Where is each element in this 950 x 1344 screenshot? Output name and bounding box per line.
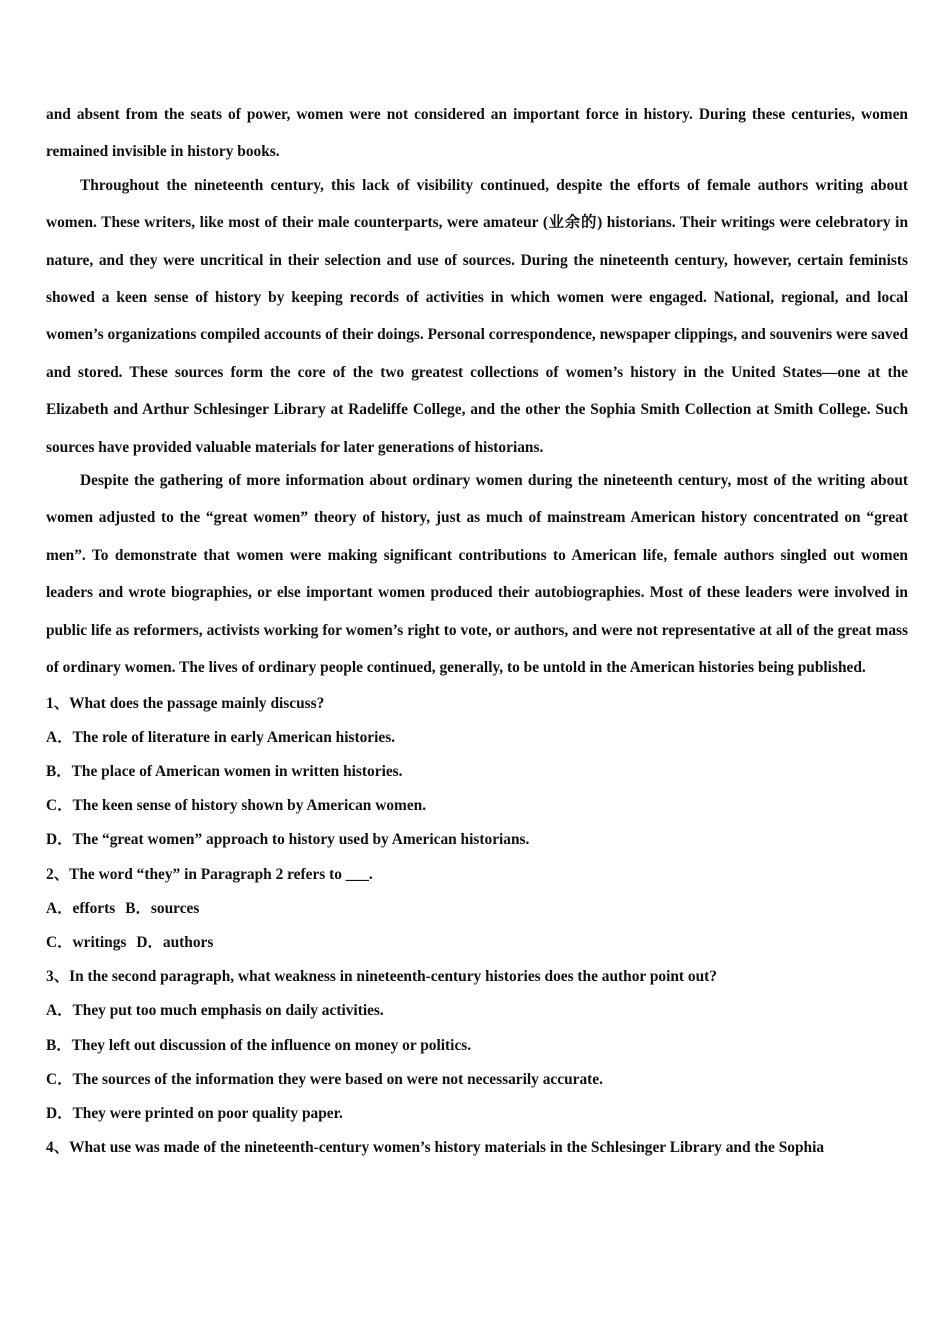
question-2-option-a: A．efforts [46, 899, 116, 917]
question-2-option-b: B．sources [125, 899, 200, 917]
question-2 [46, 858, 908, 961]
passage-paragraph-1: and absent from the seats of power, women were not considered an important force in history. During these centuries, women remained invisible in history books. [46, 106, 908, 161]
question-3-option-c: C．The sources of the information they were based on were not necessarily accurate. [46, 1070, 603, 1088]
question-4-stem: 4、What use was made of the nineteenth-century women’s history materials in the Schlesinger Library and the Sophia [46, 1139, 825, 1157]
question-1-stem: 1、What does the passage mainly discuss? [46, 694, 325, 712]
question-3-option-a: A．They put too much emphasis on daily activities. [46, 1002, 384, 1020]
question-1-option-a: A．The role of literature in early American histories. [46, 728, 396, 746]
document-content [46, 96, 908, 1165]
question-1-option-d: D．The “great women” approach to history used by American historians. [46, 831, 530, 849]
question-3-option-d: D．They were printed on poor quality paper. [46, 1104, 343, 1122]
question-1-option-b: B．The place of American women in written histories. [46, 762, 403, 780]
question-3-option-b: B．They left out discussion of the influence on money or politics. [46, 1036, 472, 1054]
question-2-options-row-1 [46, 892, 908, 926]
question-2-option-d: D．authors [136, 933, 214, 951]
question-1 [46, 687, 908, 858]
question-2-option-c: C．writings [46, 933, 127, 951]
question-2-options-row-2 [46, 926, 908, 960]
question-4 [46, 1131, 908, 1165]
question-3-stem: 3、In the second paragraph, what weakness in nineteenth-century histories does the author point out? [46, 968, 717, 986]
question-2-stem: 2、The word “they” in Paragraph 2 refers to ___. [46, 865, 373, 883]
passage-paragraph-2: Throughout the nineteenth century, this lack of visibility continued, despite the efforts of female authors writing about women. These writers, like most of their male counterparts, were amateur (业余的) historians. Their writings were celebratory in nature, and they were uncritical in their selection and use of sources. During the nineteenth century, however, certain feminists showed a keen sense of history by keeping records of activities in which women were engaged. National, regional, and local women’s organizations compiled accounts of their doings. Personal correspondence, newspaper clippings, and souvenirs were saved and stored. These sources form the core of the two greatest collections of women’s history in the United States—one at the Elizabeth and Arthur Schlesinger Library at Radeliffe College, and the other the Sophia Smith Collection at Smith College. Such sources have provided valuable materials for later generations of historians. [46, 176, 908, 456]
question-3 [46, 960, 908, 1131]
question-1-option-c: C．The keen sense of history shown by American women. [46, 797, 427, 815]
passage-paragraph-3: Despite the gathering of more information about ordinary women during the nineteenth century, most of the writing about women adjusted to the “great women” theory of history, just as much of mainstream American history concentrated on “great men”. To demonstrate that women were making significant contributions to American life, female authors singled out women leaders and wrote biographies, or else important women produced their autobiographies. Most of these leaders were involved in public life as reformers, activists working for women’s right to vote, or authors, and were not representative at all of the great mass of ordinary women. The lives of ordinary people continued, generally, to be untold in the American histories being published. [46, 472, 908, 677]
